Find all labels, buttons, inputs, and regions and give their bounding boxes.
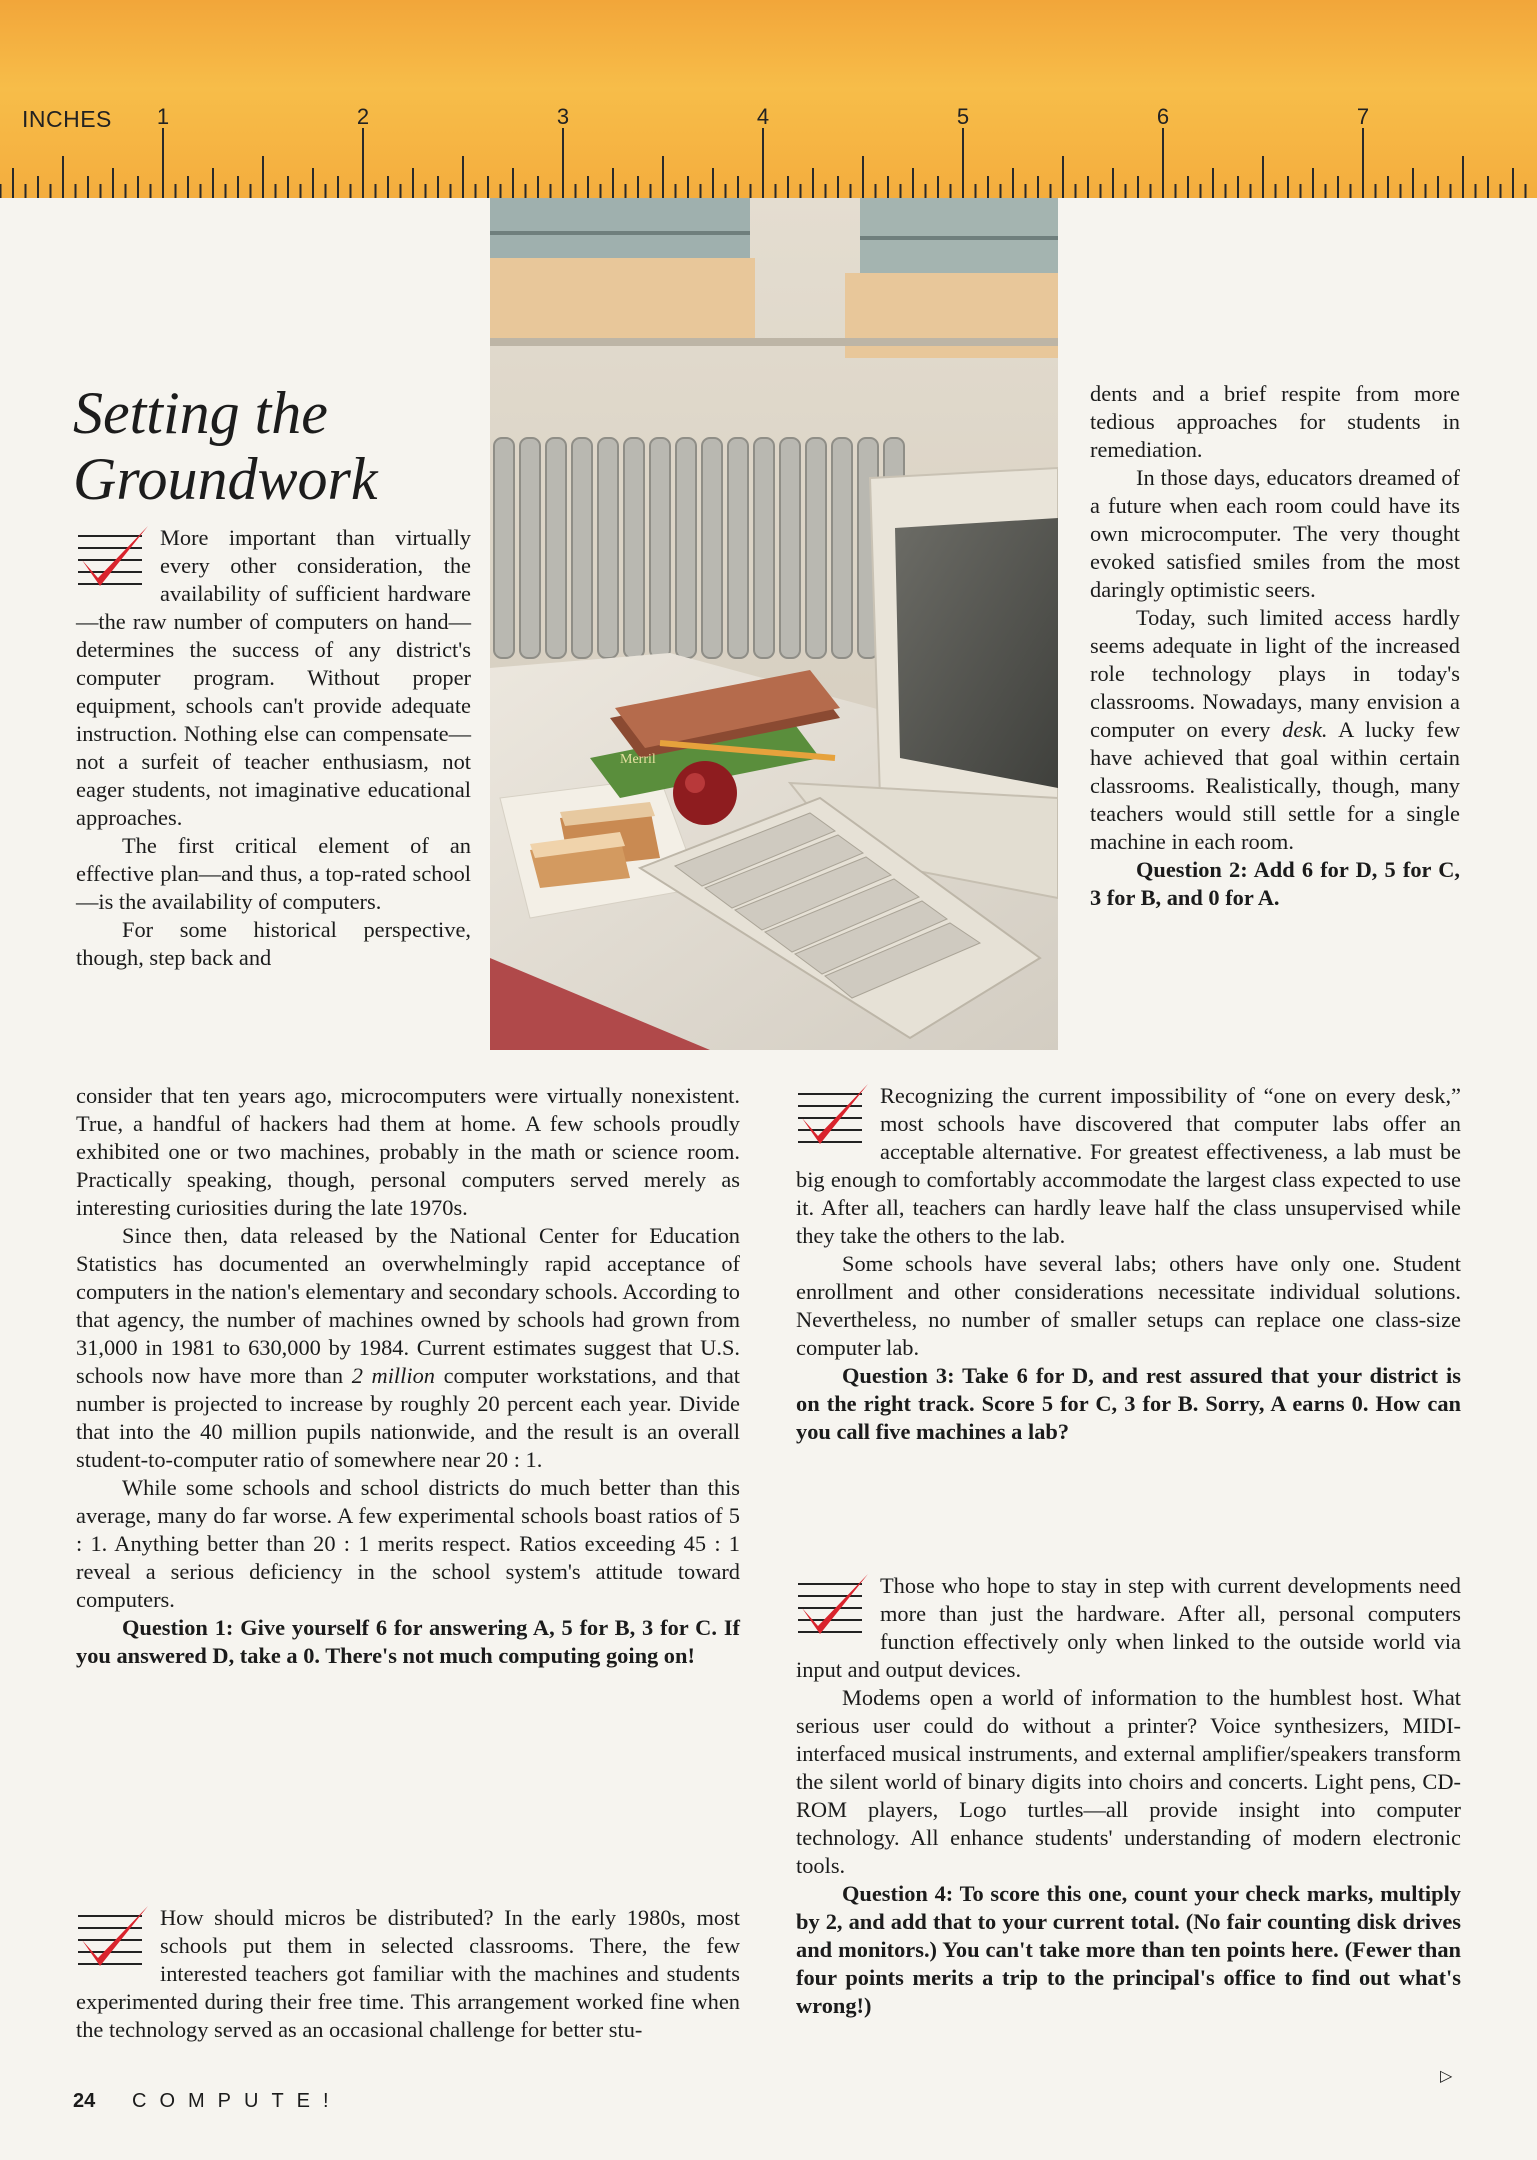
check-mark-icon [76, 1906, 154, 1984]
section4-column [796, 1572, 1461, 2020]
book-label: Merril [620, 752, 656, 767]
article-title [73, 380, 493, 512]
check-mark-icon [76, 526, 154, 604]
ruler-number-2: 2 [356, 104, 370, 129]
ruler-number-4: 4 [756, 104, 770, 129]
section2-paragraph-2: In those days, educators dreamed of a future when each room could have its own microcomputer. The very thought evoked satisfied smiles from the most daringly optimistic seers. [1090, 465, 1460, 602]
question-1: Question 1: Give yourself 6 for answering A, 5 for B, 3 for C. If you answered D, take a 0. There's not much computing going on! [76, 1615, 740, 1668]
section1-paragraph-3-start: For some historical perspective, though, step back and [76, 917, 471, 970]
section1-paragraph-1: More important than virtually every other consideration, the availability of sufficient hardware—the raw number of computers on hand—determines the success of any district's computer program. Without proper equipment, schools can't provide adequate instruction. Nothing else can compensate—not a surfeit of teacher enthusiasm, not eager students, not imaginative educational approaches. [76, 525, 471, 830]
section2-column-right [1090, 380, 1460, 912]
title-line-1: Setting the [73, 380, 328, 446]
section1-column-top [76, 524, 471, 972]
section4-paragraph-2: Modems open a world of information to the humblest host. What serious user could do without a printer? Voice synthesizers, MIDI-interfaced musical instruments, and external amplifier/speakers transform the silent world of binary digits into choirs and concerts. Light pens, CD-ROM players, Logo turtles—all provide insight into computer technology. All enhance students' understanding of modern electronic tools. [796, 1685, 1461, 1878]
magazine-name: COMPUTE! [132, 2090, 342, 2112]
title-line-2: Groundwork [73, 446, 378, 512]
section2-column-left [76, 1904, 740, 2044]
ruler-label: INCHES [22, 106, 112, 132]
question-3: Question 3: Take 6 for D, and rest assured that your district is on the right track. Score 5 for C, 3 for B. Sorry, A earns 0. How can you call five machines a lab? [796, 1363, 1461, 1444]
ruler-number-3: 3 [556, 104, 570, 129]
check-mark-icon [796, 1574, 874, 1652]
section3-column [796, 1082, 1461, 1446]
section4-paragraph-1: Those who hope to stay in step with current developments need more than just the hardware. After all, personal computers function effectively only when linked to the outside world via input and output devices. [796, 1573, 1461, 1682]
section2-paragraph-1: How should micros be distributed? In the early 1980s, most schools put them in selected classrooms. There, the few interested teachers got familiar with the machines and students experimented during their free time. This arrangement worked fine when the technology served as an occasional challenge for better stu- [76, 1905, 740, 2042]
question-4: Question 4: To score this one, count your check marks, multiply by 2, and add that to your current total. (No fair counting disk drives and monitors.) You can't take more than ten points here. (Fewer than four points merits a trip to the principal's office to find out what's wrong!) [796, 1881, 1461, 2018]
section1-paragraph-2: The first critical element of an effective plan—and thus, a top-rated school—is the availability of computers. [76, 833, 471, 914]
classroom-computer-photo [490, 198, 1058, 1050]
ruler-number-5: 5 [956, 104, 970, 129]
section1-paragraph-4: Since then, data released by the National Center for Education Statistics has documented an overwhelmingly rapid acceptance of computers in the nation's elementary and secondary schools. According to that agency, the number of machines owned by schools had grown from 31,000 in 1981 to 630,000 by 1984. Current estimates suggest that U.S. schools now have more than 2 million computer workstations, and that number is projected to increase by roughly 20 percent each year. Divide that into the 40 million pupils nationwide, and the result is an overall student-to-computer ratio of somewhere near 20 : 1. [76, 1223, 740, 1472]
section1-column-wide [76, 1082, 740, 1670]
page-number: 24 [73, 2090, 96, 2112]
inch-ruler-header [0, 0, 1537, 198]
continue-arrow-icon: ▷ [1440, 2066, 1453, 2085]
section1-paragraph-5: While some schools and school districts do much better than this average, many do far worse. A few experimental schools boast ratios of 5 : 1. Anything better than 20 : 1 merits respect. Ratios exceeding 45 : 1 reveal a serious deficiency in the school system's attitude toward computers. [76, 1475, 740, 1612]
section3-paragraph-1: Recognizing the current impossibility of “one on every desk,” most schools have discovered that computer labs offer an acceptable alternative. For greatest effectiveness, a lab must be big enough to comfortably accommodate the largest class expected to use it. After all, teachers can hardly leave half the class unsupervised while they take the others to the lab. [796, 1083, 1461, 1248]
ruler-number-7: 7 [1356, 104, 1370, 129]
ruler-number-1: 1 [156, 104, 170, 129]
section2-paragraph-3: Today, such limited access hardly seems adequate in light of the increased role technology plays in today's classrooms. Nowadays, many envision a computer on every desk. A lucky few have achieved that goal within certain classrooms. Realistically, though, many teachers would still settle for a single machine in each room. [1090, 605, 1460, 854]
ruler-ticks [0, 0, 1537, 198]
question-2: Question 2: Add 6 for D, 5 for C, 3 for B, and 0 for A. [1090, 857, 1460, 910]
section3-paragraph-2: Some schools have several labs; others have only one. Student enrollment and other considerations necessitate individual solutions. Nevertheless, no number of smaller setups can replace one class-size computer lab. [796, 1251, 1461, 1360]
check-mark-icon [796, 1084, 874, 1162]
section1-paragraph-3: consider that ten years ago, microcomputers were virtually nonexistent. True, a handful of hackers had them at home. A few schools proudly exhibited one or two machines, probably in the math or science room. Practically speaking, though, personal computers served merely as interesting curiosities during the late 1970s. [76, 1083, 740, 1220]
ruler-number-6: 6 [1156, 104, 1170, 129]
section2-paragraph-1-end: dents and a brief respite from more tedious approaches for students in remediation. [1090, 381, 1460, 462]
